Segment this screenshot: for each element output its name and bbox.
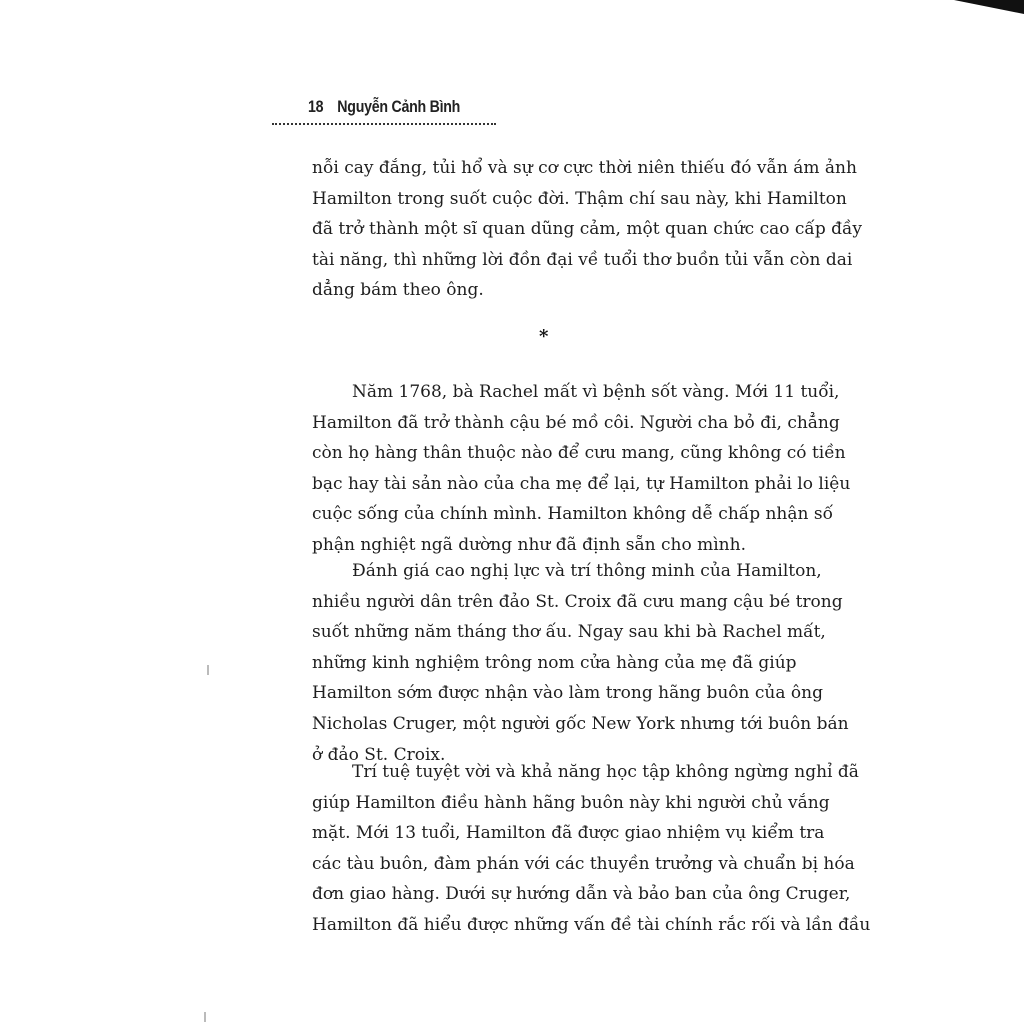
text-line: các tàu buôn, đàm phán với các thuyền trưởng và chuẩn bị hóa — [312, 853, 855, 874]
text-line: tài năng, thì những lời đồn đại về tuổi thơ buồn tủi vẫn còn dai — [312, 249, 853, 270]
text-line: Hamilton đã trở thành cậu bé mồ côi. Người cha bỏ đi, chẳng — [312, 412, 840, 433]
text-line: nhiều người dân trên đảo St. Croix đã cưu mang cậu bé trong — [312, 591, 843, 612]
text-line: nỗi cay đắng, tủi hổ và sự cơ cực thời niên thiếu đó vẫn ám ảnh — [312, 158, 857, 178]
running-head-author: Nguyễn Cảnh Bình — [337, 98, 461, 116]
text-line: đơn giao hàng. Dưới sự hướng dẫn và bảo ban của ông Cruger, — [312, 884, 851, 905]
page-number: 18 — [308, 98, 324, 116]
text-line: Nicholas Cruger, một người gốc New York nhưng tới buôn bán — [312, 713, 849, 734]
paragraph — [312, 556, 849, 770]
text-line: bạc hay tài sản nào của cha mẹ để lại, tự Hamilton phải lo liệu — [312, 473, 851, 494]
scan-margin-mark — [204, 1012, 206, 1022]
text-line: cuộc sống của chính mình. Hamilton không dễ chấp nhận số — [312, 504, 833, 525]
text-line: còn họ hàng thân thuộc nào để cưu mang, cũng không có tiền — [312, 443, 846, 464]
text-line: Đánh giá cao nghị lực và trí thông minh của Hamilton, — [352, 561, 822, 581]
text-line: phận nghiệt ngã dường như đã định sẵn cho mình. — [312, 534, 746, 555]
section-separator: * — [539, 326, 549, 347]
text-line: Hamilton sớm được nhận vào làm trong hãng buôn của ông — [312, 683, 823, 704]
page-corner-shadow — [954, 0, 1024, 14]
text-line: những kinh nghiệm trông nom cửa hàng của mẹ đã giúp — [312, 652, 797, 673]
header-dotted-rule — [272, 123, 496, 125]
text-line: đã trở thành một sĩ quan dũng cảm, một quan chức cao cấp đầy — [312, 219, 863, 240]
text-line: Hamilton đã hiểu được những vấn đề tài chính rắc rối và lần đầu — [312, 914, 871, 935]
text-line: suốt những năm tháng thơ ấu. Ngay sau khi bà Rachel mất, — [312, 622, 826, 643]
text-line: Trí tuệ tuyệt vời và khả năng học tập không ngừng nghỉ đã — [352, 762, 859, 782]
paragraph-continuation — [312, 153, 863, 306]
paragraph — [312, 377, 851, 561]
text-line: mặt. Mới 13 tuổi, Hamilton đã được giao nhiệm vụ kiểm tra — [312, 823, 825, 844]
scan-margin-mark — [207, 665, 209, 675]
text-line: dẳng bám theo ông. — [312, 280, 484, 301]
text-line: ở đảo St. Croix. — [312, 744, 446, 765]
text-line: Năm 1768, bà Rachel mất vì bệnh sốt vàng. Mới 11 tuổi, — [352, 382, 840, 402]
text-line: Hamilton trong suốt cuộc đời. Thậm chí sau này, khi Hamilton — [312, 188, 847, 209]
running-head — [308, 98, 460, 117]
paragraph — [312, 757, 871, 941]
text-line: giúp Hamilton điều hành hãng buôn này khi người chủ vắng — [312, 792, 830, 813]
